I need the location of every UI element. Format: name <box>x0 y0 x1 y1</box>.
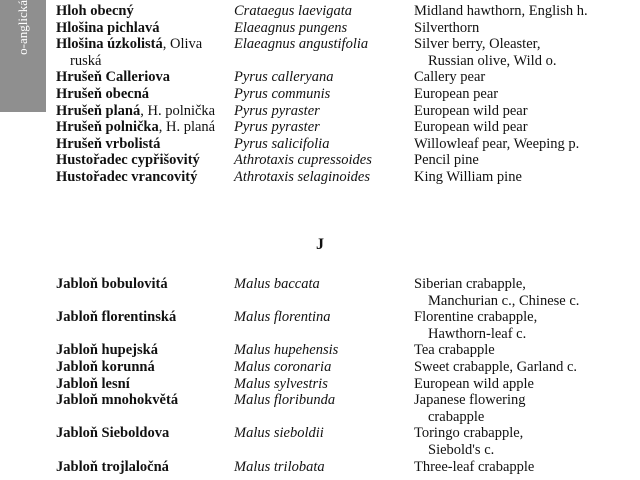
english-name <box>414 459 534 476</box>
latin-name: Pyrus pyraster <box>234 102 320 119</box>
english-name <box>414 276 579 309</box>
latin-name: Malus florentina <box>234 309 331 326</box>
czech-name <box>56 86 149 103</box>
english-name-line: European pear <box>414 86 499 102</box>
english-name-line: King William pine <box>414 169 522 185</box>
english-name <box>414 169 522 186</box>
czech-name-primary: Jabloň florentinská <box>56 309 177 326</box>
english-name-line: Midland hawthorn, English h. <box>414 3 588 19</box>
latin-name: Malus sieboldii <box>234 425 324 442</box>
latin-name: Malus trilobata <box>234 458 325 475</box>
english-name-continued: Russian olive, Wild o. <box>428 52 557 69</box>
side-index-tab <box>0 0 46 112</box>
english-name-line: European wild pear <box>414 102 528 119</box>
latin-name: Elaeagnus pungens <box>234 19 348 36</box>
czech-name-continued: ruská <box>70 52 102 69</box>
latin-name: Malus sylvestris <box>234 375 328 392</box>
english-name-line: Tea crabapple <box>414 342 495 359</box>
english-name <box>414 3 588 20</box>
czech-name-primary: Jabloň trojlaločná <box>56 458 169 475</box>
english-name-continued: Hawthorn-leaf c. <box>428 325 527 342</box>
czech-name <box>56 20 160 37</box>
czech-name-primary: Hustořadec cypřišovitý <box>56 152 200 169</box>
latin-name: Elaeagnus angustifolia <box>234 36 369 53</box>
english-name-continued: Siebold's c. <box>428 441 495 458</box>
latin-name: Crataegus laevigata <box>234 3 353 19</box>
english-name-line: Three-leaf crabapple <box>414 458 535 475</box>
english-name-line: Silverthorn <box>414 19 480 36</box>
english-name <box>414 342 495 359</box>
czech-name <box>56 376 130 393</box>
latin-name: Pyrus salicifolia <box>234 135 330 152</box>
czech-name <box>56 152 200 169</box>
czech-name <box>56 392 178 409</box>
english-name <box>414 359 577 376</box>
czech-name <box>56 459 169 476</box>
czech-name <box>56 3 134 20</box>
english-name <box>414 36 556 69</box>
english-name-line: Sweet crabapple, Garland c. <box>414 359 578 375</box>
czech-name-primary: Jabloň bobulovitá <box>56 276 168 292</box>
english-name-continued: crabapple <box>428 408 485 425</box>
czech-name-primary: Hrušeň polnička <box>56 119 159 136</box>
english-name-line: European wild apple <box>414 375 534 392</box>
czech-name <box>56 425 169 442</box>
english-name-line: Japanese flowering <box>414 392 526 409</box>
czech-name <box>56 309 176 326</box>
latin-name: Athrotaxis cupressoides <box>234 152 372 169</box>
czech-name <box>56 359 155 376</box>
english-name <box>414 309 537 342</box>
czech-name-primary: Jabloň hupejská <box>56 342 158 359</box>
english-name <box>414 103 528 120</box>
czech-name-primary: Hrušeň vrbolistá <box>56 135 161 152</box>
letter-heading: J <box>316 236 324 253</box>
czech-name <box>56 276 168 293</box>
czech-name-primary: Hloh obecný <box>56 3 134 19</box>
czech-name-primary: Hrušeň planá <box>56 102 141 119</box>
czech-name <box>56 342 158 359</box>
latin-name: Pyrus pyraster <box>234 119 320 136</box>
english-name <box>414 392 526 425</box>
english-name <box>414 136 579 153</box>
czech-name <box>56 69 170 86</box>
english-name-line: Toringo crabapple, <box>414 425 524 442</box>
czech-name-primary: Hustořadec vrancovitý <box>56 169 198 185</box>
czech-name-synonym: , H. polnička <box>140 102 216 119</box>
czech-name-primary: Jabloň mnohokvětá <box>56 392 179 409</box>
english-name-continued: Manchurian c., Chinese c. <box>428 292 580 309</box>
czech-name-primary: Jabloň lesní <box>56 375 130 392</box>
english-name <box>414 69 485 86</box>
czech-name <box>56 136 160 153</box>
czech-name <box>56 119 215 136</box>
english-name-line: Florentine crabapple, <box>414 309 538 326</box>
czech-name-synonym: , H. planá <box>158 119 216 136</box>
czech-name-primary: Hlošina pichlavá <box>56 19 160 36</box>
czech-name-primary: Jabloň Sieboldova <box>56 425 170 442</box>
english-name <box>414 425 523 458</box>
latin-name: Malus floribunda <box>234 392 336 409</box>
latin-name: Athrotaxis selaginoides <box>234 169 370 185</box>
czech-name-primary: Hlošina úzkolistá <box>56 36 163 53</box>
english-name-line: Silver berry, Oleaster, <box>414 36 541 53</box>
english-name <box>414 376 534 393</box>
english-name <box>414 20 479 37</box>
english-name-line: Willowleaf pear, Weeping p. <box>414 135 580 152</box>
latin-name: Malus coronaria <box>234 359 332 375</box>
english-name-line: European wild pear <box>414 119 528 136</box>
english-name <box>414 86 498 103</box>
latin-name: Malus baccata <box>234 276 320 292</box>
side-tab-label: o-anglická <box>15 0 30 55</box>
latin-name: Malus hupehensis <box>234 342 339 359</box>
czech-name <box>56 103 215 120</box>
czech-name <box>56 169 197 186</box>
english-name-line: Pencil pine <box>414 152 479 169</box>
english-name <box>414 152 479 169</box>
english-name <box>414 119 528 136</box>
czech-name <box>56 36 202 69</box>
english-name-line: Siberian crabapple, <box>414 276 526 292</box>
czech-name-primary: Jabloň korunná <box>56 359 155 375</box>
english-name-line: Callery pear <box>414 69 486 86</box>
czech-name-primary: Hrušeň obecná <box>56 86 150 102</box>
latin-name: Pyrus communis <box>234 86 331 102</box>
czech-name-synonym: , Oliva <box>162 36 203 53</box>
czech-name-primary: Hrušeň Calleriova <box>56 69 170 86</box>
latin-name: Pyrus calleryana <box>234 69 334 86</box>
